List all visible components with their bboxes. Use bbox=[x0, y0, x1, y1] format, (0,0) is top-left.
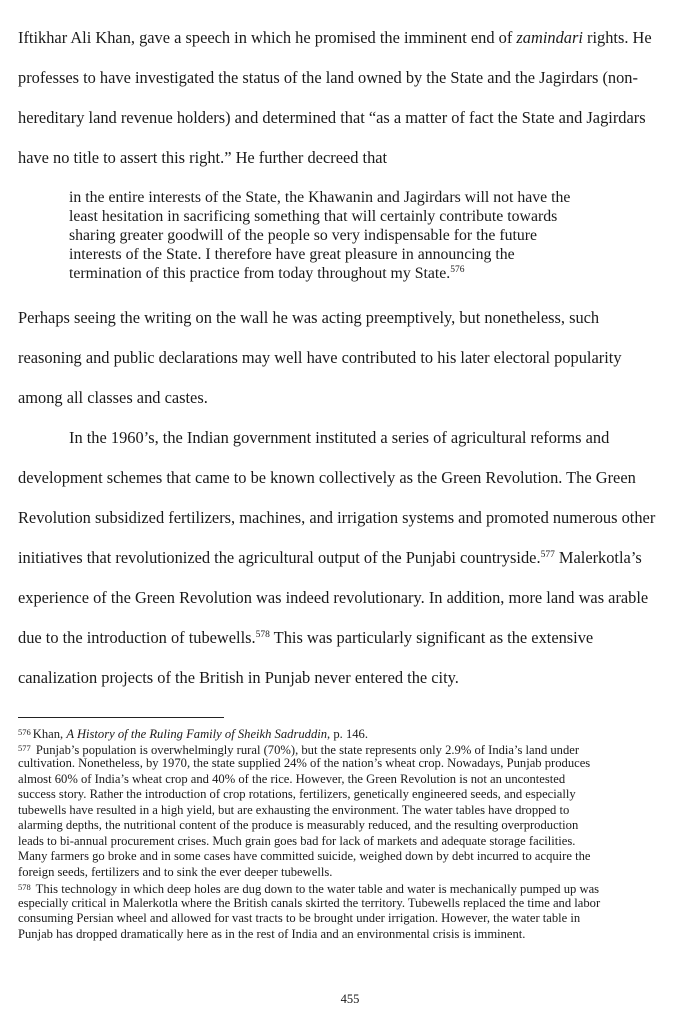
body-line: Revolution subsidized fertilizers, machines, and irrigation systems and promoted numerous other bbox=[18, 508, 656, 527]
body-line-text: This was particularly significant as the extensive bbox=[269, 628, 594, 647]
block-quote bbox=[69, 188, 649, 283]
body-line-text: rights. He bbox=[582, 28, 652, 47]
paragraph-writing-on-wall bbox=[18, 298, 694, 418]
body-line: Perhaps seeing the writing on the wall he was acting preemptively, but nonetheless, such bbox=[18, 308, 600, 327]
body-line: development schemes that came to be known collectively as the Green Revolution. The Green bbox=[18, 468, 636, 487]
footnote-ref-578: 578 bbox=[255, 630, 270, 640]
footnote-text: Punjab’s population is overwhelmingly rural (70%), but the state represents only 2.9% of India’s land under bbox=[32, 742, 580, 757]
body-line: among all classes and castes. bbox=[18, 388, 208, 407]
footnote-578 bbox=[18, 880, 698, 896]
footnote-line: alarming depths, the nutritional content of the produce is measurably reduced, and the resulting overproduction bbox=[18, 818, 579, 832]
footnotes bbox=[18, 725, 698, 942]
footnote-ref-576: 576 bbox=[450, 265, 465, 275]
quote-line bbox=[69, 264, 649, 283]
footnote-line: foreign seeds, fertilizers and to sink the ever deeper tubewells. bbox=[18, 864, 333, 879]
footnote-text: , p. 146. bbox=[327, 727, 368, 741]
body-line: hereditary land revenue holders) and determined that “as a matter of fact the State and Jagirdars bbox=[18, 108, 646, 127]
quote-line: interests of the State. I therefore have great pleasure in announcing the bbox=[69, 246, 515, 263]
body-line-text: Malerkotla’s bbox=[554, 548, 642, 567]
body-line-text: due to the introduction of tubewells. bbox=[18, 628, 256, 647]
footnote-book-title: A History of the Ruling Family of Sheikh Sadruddin bbox=[66, 727, 328, 741]
paragraph-green-revolution bbox=[18, 418, 694, 698]
footnote-line: leads to bi-annual procurement crises. Much grain goes bad for lack of markets and adequate storage facilities. bbox=[18, 833, 576, 848]
body-line: experience of the Green Revolution was indeed revolutionary. In addition, more land was arable bbox=[18, 588, 649, 607]
footnote-ref-577: 577 bbox=[540, 550, 555, 560]
footnote-text: This technology in which deep holes are dug down to the water table and water is mechanically pumped up was bbox=[32, 882, 600, 896]
body-line: In the 1960’s, the Indian government instituted a series of agricultural reforms and bbox=[69, 428, 610, 447]
footnote-number: 576 bbox=[18, 727, 31, 737]
body-line-text: initiatives that revolutionized the agricultural output of the Punjabi countryside. bbox=[18, 548, 541, 567]
footnote-separator bbox=[18, 717, 224, 718]
footnote-line: success story. Rather the introduction of crop rotations, fertilizers, genetically engineered seeds, and especially bbox=[18, 787, 576, 801]
footnote-line: tubewells have resulted in a high yield, but are exhausting the environment. The water tables have dropped to bbox=[18, 802, 570, 817]
footnote-line: Punjab has dropped dramatically here as in the rest of India and an environmental crisis is imminent. bbox=[18, 926, 526, 941]
footnote-576 bbox=[18, 725, 698, 741]
footnote-line: Many farmers go broke and in some cases have committed suicide, weighed down by debt incurred to acquire the bbox=[18, 849, 591, 863]
body-line: have no title to assert this right.” He further decreed that bbox=[18, 148, 388, 167]
body-line: canalization projects of the British in Punjab never entered the city. bbox=[18, 668, 459, 687]
footnote-line: cultivation. Nonetheless, by 1970, the state supplied 24% of the nation’s wheat crop. Nowadays, Punjab produces bbox=[18, 756, 591, 770]
footnote-number: 577 bbox=[18, 742, 31, 753]
page-number: 455 bbox=[340, 992, 360, 1006]
footnote-number: 578 bbox=[18, 882, 31, 892]
footnote-line: especially critical in Malerkotla where the British canals skirted the territory. Tubewells replaced the time and labor bbox=[18, 895, 601, 910]
quote-line-text: termination of this practice from today throughout my State. bbox=[69, 265, 451, 282]
footnote-577 bbox=[18, 741, 698, 757]
body-line bbox=[18, 618, 694, 658]
body-line bbox=[18, 538, 694, 578]
quote-line: in the entire interests of the State, the Khawanin and Jagirdars will not have the bbox=[69, 189, 571, 206]
body-line: professes to have investigated the status of the land owned by the State and the Jagirdars (non- bbox=[18, 68, 638, 87]
quote-line: sharing greater goodwill of the people so very indispensable for the future bbox=[69, 227, 538, 244]
body-line: reasoning and public declarations may well have contributed to his later electoral popularity bbox=[18, 348, 622, 367]
italic-term-zamindari: zamindari bbox=[516, 28, 583, 47]
body-line bbox=[18, 18, 694, 58]
paragraph-zamindari-speech bbox=[18, 18, 694, 178]
footnote-line: consuming Persian wheel and allowed for vast tracts to be brought under irrigation. However, the water table in bbox=[18, 911, 581, 925]
footnote-text: Khan, bbox=[32, 727, 67, 741]
quote-line: least hesitation in sacrificing something that will certainly contribute towards bbox=[69, 208, 558, 225]
body-line-text: Iftikhar Ali Khan, gave a speech in which he promised the imminent end of bbox=[18, 28, 517, 47]
footnote-line: almost 60% of India’s wheat crop and 40% of the rice. However, the Green Revolution is not an uncontested bbox=[18, 771, 566, 786]
